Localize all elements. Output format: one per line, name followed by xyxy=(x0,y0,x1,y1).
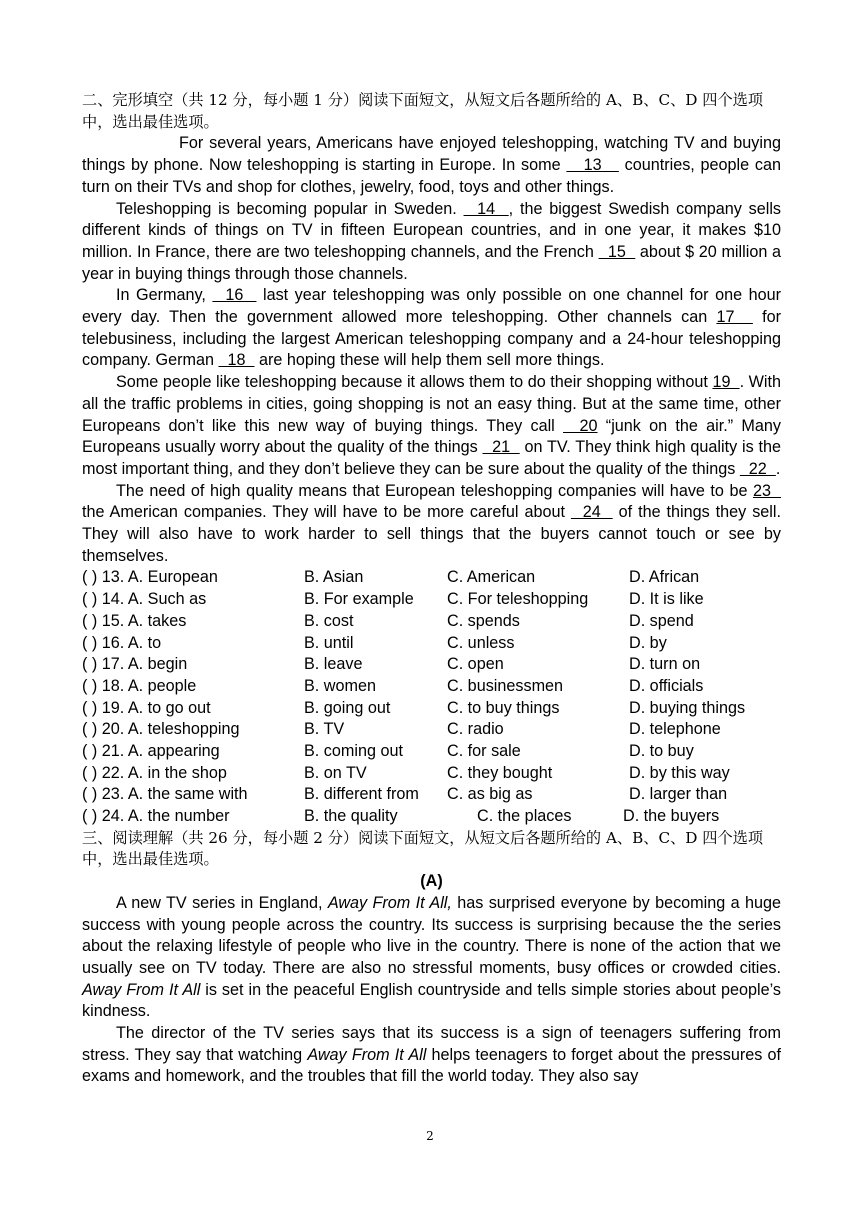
blank-21: 21 xyxy=(482,438,520,457)
section2-heading: 二、完形填空（共 12 分，每小题 1 分）阅读下面短文，从短文后各题所给的 A、B、C、D 四个选项中，选出最佳选项。 xyxy=(82,91,764,131)
option-row: ( ) 19. A. to go out B. going out C. to buy things D. buying things xyxy=(82,698,746,717)
blank-23: 23 xyxy=(752,481,781,500)
options-table xyxy=(82,567,781,827)
blank-22: 22 xyxy=(739,459,776,478)
cloze-paragraph-1: For several years, Americans have enjoyed teleshopping, watching TV and buying things by phone. Now teleshopping is starting in Europe. In some 13 countries, people can turn on their TVs and shop for clothes, jewelry, food, toys and other things. xyxy=(82,134,781,196)
option-row: ( ) 24. A. the number B. the quality C. the places D. the buyers xyxy=(82,807,720,826)
cloze-paragraph-5: The need of high quality means that European teleshopping companies will have to be 23 the American companies. They will have to be more careful about 24 of the things they sell. They will also have to work harder to sell things that the buyers cannot touch or see by themselves. xyxy=(82,481,781,565)
blank-20: 20 xyxy=(563,416,598,435)
page-content xyxy=(82,90,781,1088)
option-row: ( ) 23. A. the same with B. different from C. as big as D. larger than xyxy=(82,785,728,804)
cloze-paragraph-2: Teleshopping is becoming popular in Sweden. 14 , the biggest Swedish company sells different kinds of things on TV in fifteen European countries, and in one year, it makes $10 million. In France, there are two teleshopping channels, and the French 15 about $ 20 million a year in buying things through those channels. xyxy=(82,199,782,283)
option-row: ( ) 15. A. takes B. cost C. spends D. spend xyxy=(82,611,694,630)
blank-15: 15 xyxy=(598,242,636,261)
option-row: ( ) 16. A. to B. until C. unless D. by xyxy=(82,633,667,652)
cloze-paragraph-3: In Germany, 16 last year teleshopping was only possible on one channel for one hour every day. Then the government allowed more teleshopping. Other channels can 17 for telebusiness, including the largest American teleshopping company and a 24-hour teleshopping company. German 18 are hoping these will help them sell more things. xyxy=(82,286,782,370)
option-row: ( ) 18. A. people B. women C. businessmen D. officials xyxy=(82,676,704,695)
section3-heading: 三、阅读理解（共 26 分，每小题 2 分）阅读下面短文，从短文后各题所给的 A、B、C、D 四个选项中，选出最佳选项。 xyxy=(82,828,764,869)
option-row: ( ) 20. A. teleshopping B. TV C. radio D. telephone xyxy=(82,720,721,739)
series-title: Away From It All xyxy=(82,980,201,999)
option-row: ( ) 17. A. begin B. leave C. open D. turn on xyxy=(82,655,701,674)
page-number: 2 xyxy=(426,1129,434,1143)
reading-paragraph-1: A new TV series in England, Away From It All, has surprised everyone by becoming a huge success with young people across the country. Its success is surprising because the the series about the relaxing lifestyle of people who live in the country. There is none of the action that we usually see on TV today. There are also no stressful moments, busy offices or crowded cities. Away From It All is set in the peaceful English countryside and tells simple stories about people’s kindness. xyxy=(82,893,781,1021)
option-row: ( ) 14. A. Such as B. For example C. For teleshopping D. It is like xyxy=(82,590,704,609)
blank-13: 13 xyxy=(566,156,619,175)
blank-19: 19 xyxy=(712,373,740,392)
blank-17: 17 xyxy=(716,308,753,327)
series-title: Away From It All xyxy=(307,1045,427,1064)
blank-24: 24 xyxy=(570,503,613,522)
reading-paragraph-2: The director of the TV series says that its success is a sign of teenagers suffering from stress. They say that watching Away From It All helps teenagers to forget about the pressures of exams and homework, and the troubles that fill the world today. They also say xyxy=(82,1024,781,1086)
blank-14: 14 xyxy=(463,199,509,218)
option-row: ( ) 13. A. European B. Asian C. American D. African xyxy=(82,568,700,587)
passage-label: (A) xyxy=(420,872,443,891)
option-row: ( ) 22. A. in the shop B. on TV C. they bought D. by this way xyxy=(82,763,730,782)
option-row: ( ) 21. A. appearing B. coming out C. for sale D. to buy xyxy=(82,741,694,760)
series-title: Away From It All, xyxy=(327,893,452,912)
blank-18: 18 xyxy=(218,351,255,370)
cloze-paragraph-4: Some people like teleshopping because it allows them to do their shopping without 19 . With all the traffic problems in cities, going shopping is not an easy thing. But at the same time, other Europeans don’t like this new way of buying things. They call 20 “junk on the air.” Many Europeans usually worry about the quality of the things 21 on TV. They think high quality is the most important thing, and they don’t believe they can be sure about the quality of the things 22 . xyxy=(82,373,782,478)
blank-16: 16 xyxy=(212,286,257,305)
